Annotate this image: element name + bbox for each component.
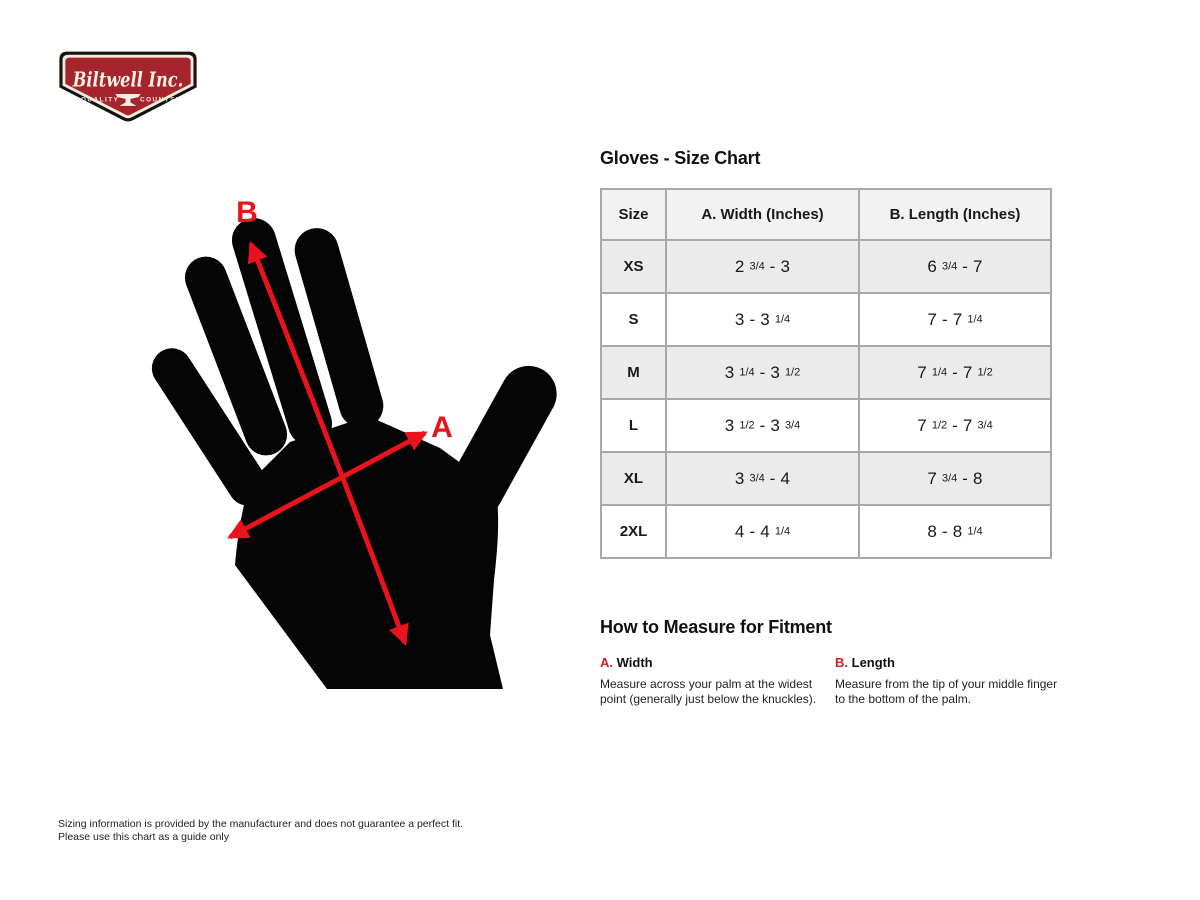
how-to-measure-title: How to Measure for Fitment — [600, 617, 832, 637]
fraction: 1/4 — [967, 313, 983, 325]
size-row-2xl — [601, 505, 1051, 558]
width-cell: 3 1/4 - 3 1/2 — [666, 346, 859, 399]
fraction: 1/2 — [931, 419, 948, 431]
width-cell: 3 - 3 1/4 — [666, 293, 859, 346]
measure-length-name: Length — [851, 655, 895, 670]
how-to-measure-section — [600, 617, 1070, 708]
measure-item-width — [600, 655, 835, 708]
fraction: 1/2 — [739, 419, 755, 431]
size-row-s — [601, 293, 1051, 346]
width-cell: 4 - 4 1/4 — [666, 505, 859, 558]
fraction: 3/4 — [941, 260, 958, 272]
length-cell: 8 - 8 1/4 — [859, 505, 1051, 558]
fraction: 3/4 — [749, 260, 765, 272]
fraction: 3/4 — [941, 472, 958, 484]
size-cell: L — [601, 399, 666, 452]
fraction: 3/4 — [784, 419, 801, 431]
hand-silhouette — [144, 213, 567, 689]
length-cell: 7 1/2 - 7 3/4 — [859, 399, 1051, 452]
hand-measurement-diagram — [140, 180, 580, 700]
length-cell: 7 - 7 1/4 — [859, 293, 1051, 346]
disclaimer-line-1: Sizing information is provided by the manufacturer and does not guarantee a perfect fit. — [58, 818, 464, 830]
disclaimer-line-2: Please use this chart as a guide only — [58, 830, 230, 843]
measure-width-heading — [600, 655, 835, 670]
length-cell: 7 1/4 - 7 1/2 — [859, 346, 1051, 399]
column-header-length: B. Length (Inches) — [859, 189, 1051, 240]
logo-tagline-left: "QUALITY — [76, 96, 120, 104]
column-header-size: Size — [601, 189, 666, 240]
size-row-m — [601, 346, 1051, 399]
header-row — [601, 189, 1051, 240]
size-row-xl — [601, 452, 1051, 505]
fraction: 1/2 — [977, 366, 993, 378]
size-cell: 2XL — [601, 505, 666, 558]
measure-width-name: Width — [616, 655, 653, 670]
column-header-width: A. Width (Inches) — [666, 189, 859, 240]
fraction: 1/4 — [931, 366, 948, 378]
logo-brand-text: Biltwell Inc. — [71, 67, 184, 92]
fraction: 1/4 — [967, 525, 983, 537]
measure-length-text: Measure from the tip of your middle finger to the bottom of the palm. — [835, 677, 1058, 707]
size-chart-title: Gloves - Size Chart — [600, 148, 761, 168]
fraction: 1/4 — [739, 366, 755, 378]
width-cell: 3 1/2 - 3 3/4 — [666, 399, 859, 452]
size-cell: S — [601, 293, 666, 346]
size-row-xs — [601, 240, 1051, 293]
fraction: 3/4 — [749, 472, 765, 484]
size-row-l — [601, 399, 1051, 452]
size-cell: XS — [601, 240, 666, 293]
size-chart-table — [600, 188, 1052, 559]
biltwell-logo — [58, 50, 198, 124]
fraction: 3/4 — [977, 419, 993, 431]
measure-width-letter: A. — [600, 655, 613, 670]
thumb — [437, 356, 566, 528]
fraction: 1/4 — [774, 525, 791, 537]
biltwell-badge-icon — [58, 50, 198, 124]
sizing-disclaimer — [58, 818, 463, 844]
size-cell: XL — [601, 452, 666, 505]
length-cell: 6 3/4 - 7 — [859, 240, 1051, 293]
size-chart-section — [600, 148, 1052, 559]
measure-columns — [600, 655, 1070, 708]
measure-length-letter: B. — [835, 655, 848, 670]
width-cell: 3 3/4 - 4 — [666, 452, 859, 505]
hand-diagram-svg — [140, 180, 580, 700]
fraction: 1/2 — [784, 366, 801, 378]
measure-width-text: Measure across your palm at the widest point (generally just below the knuckles). — [600, 677, 817, 707]
length-cell: 7 3/4 - 8 — [859, 452, 1051, 505]
measure-item-length — [835, 655, 1070, 708]
label-a: A — [431, 411, 453, 444]
logo-tagline-right: COUNTS" — [140, 96, 181, 104]
measure-length-heading — [835, 655, 1070, 670]
width-cell: 2 3/4 - 3 — [666, 240, 859, 293]
label-b: B — [236, 196, 258, 229]
fraction: 1/4 — [774, 313, 791, 325]
size-cell: M — [601, 346, 666, 399]
